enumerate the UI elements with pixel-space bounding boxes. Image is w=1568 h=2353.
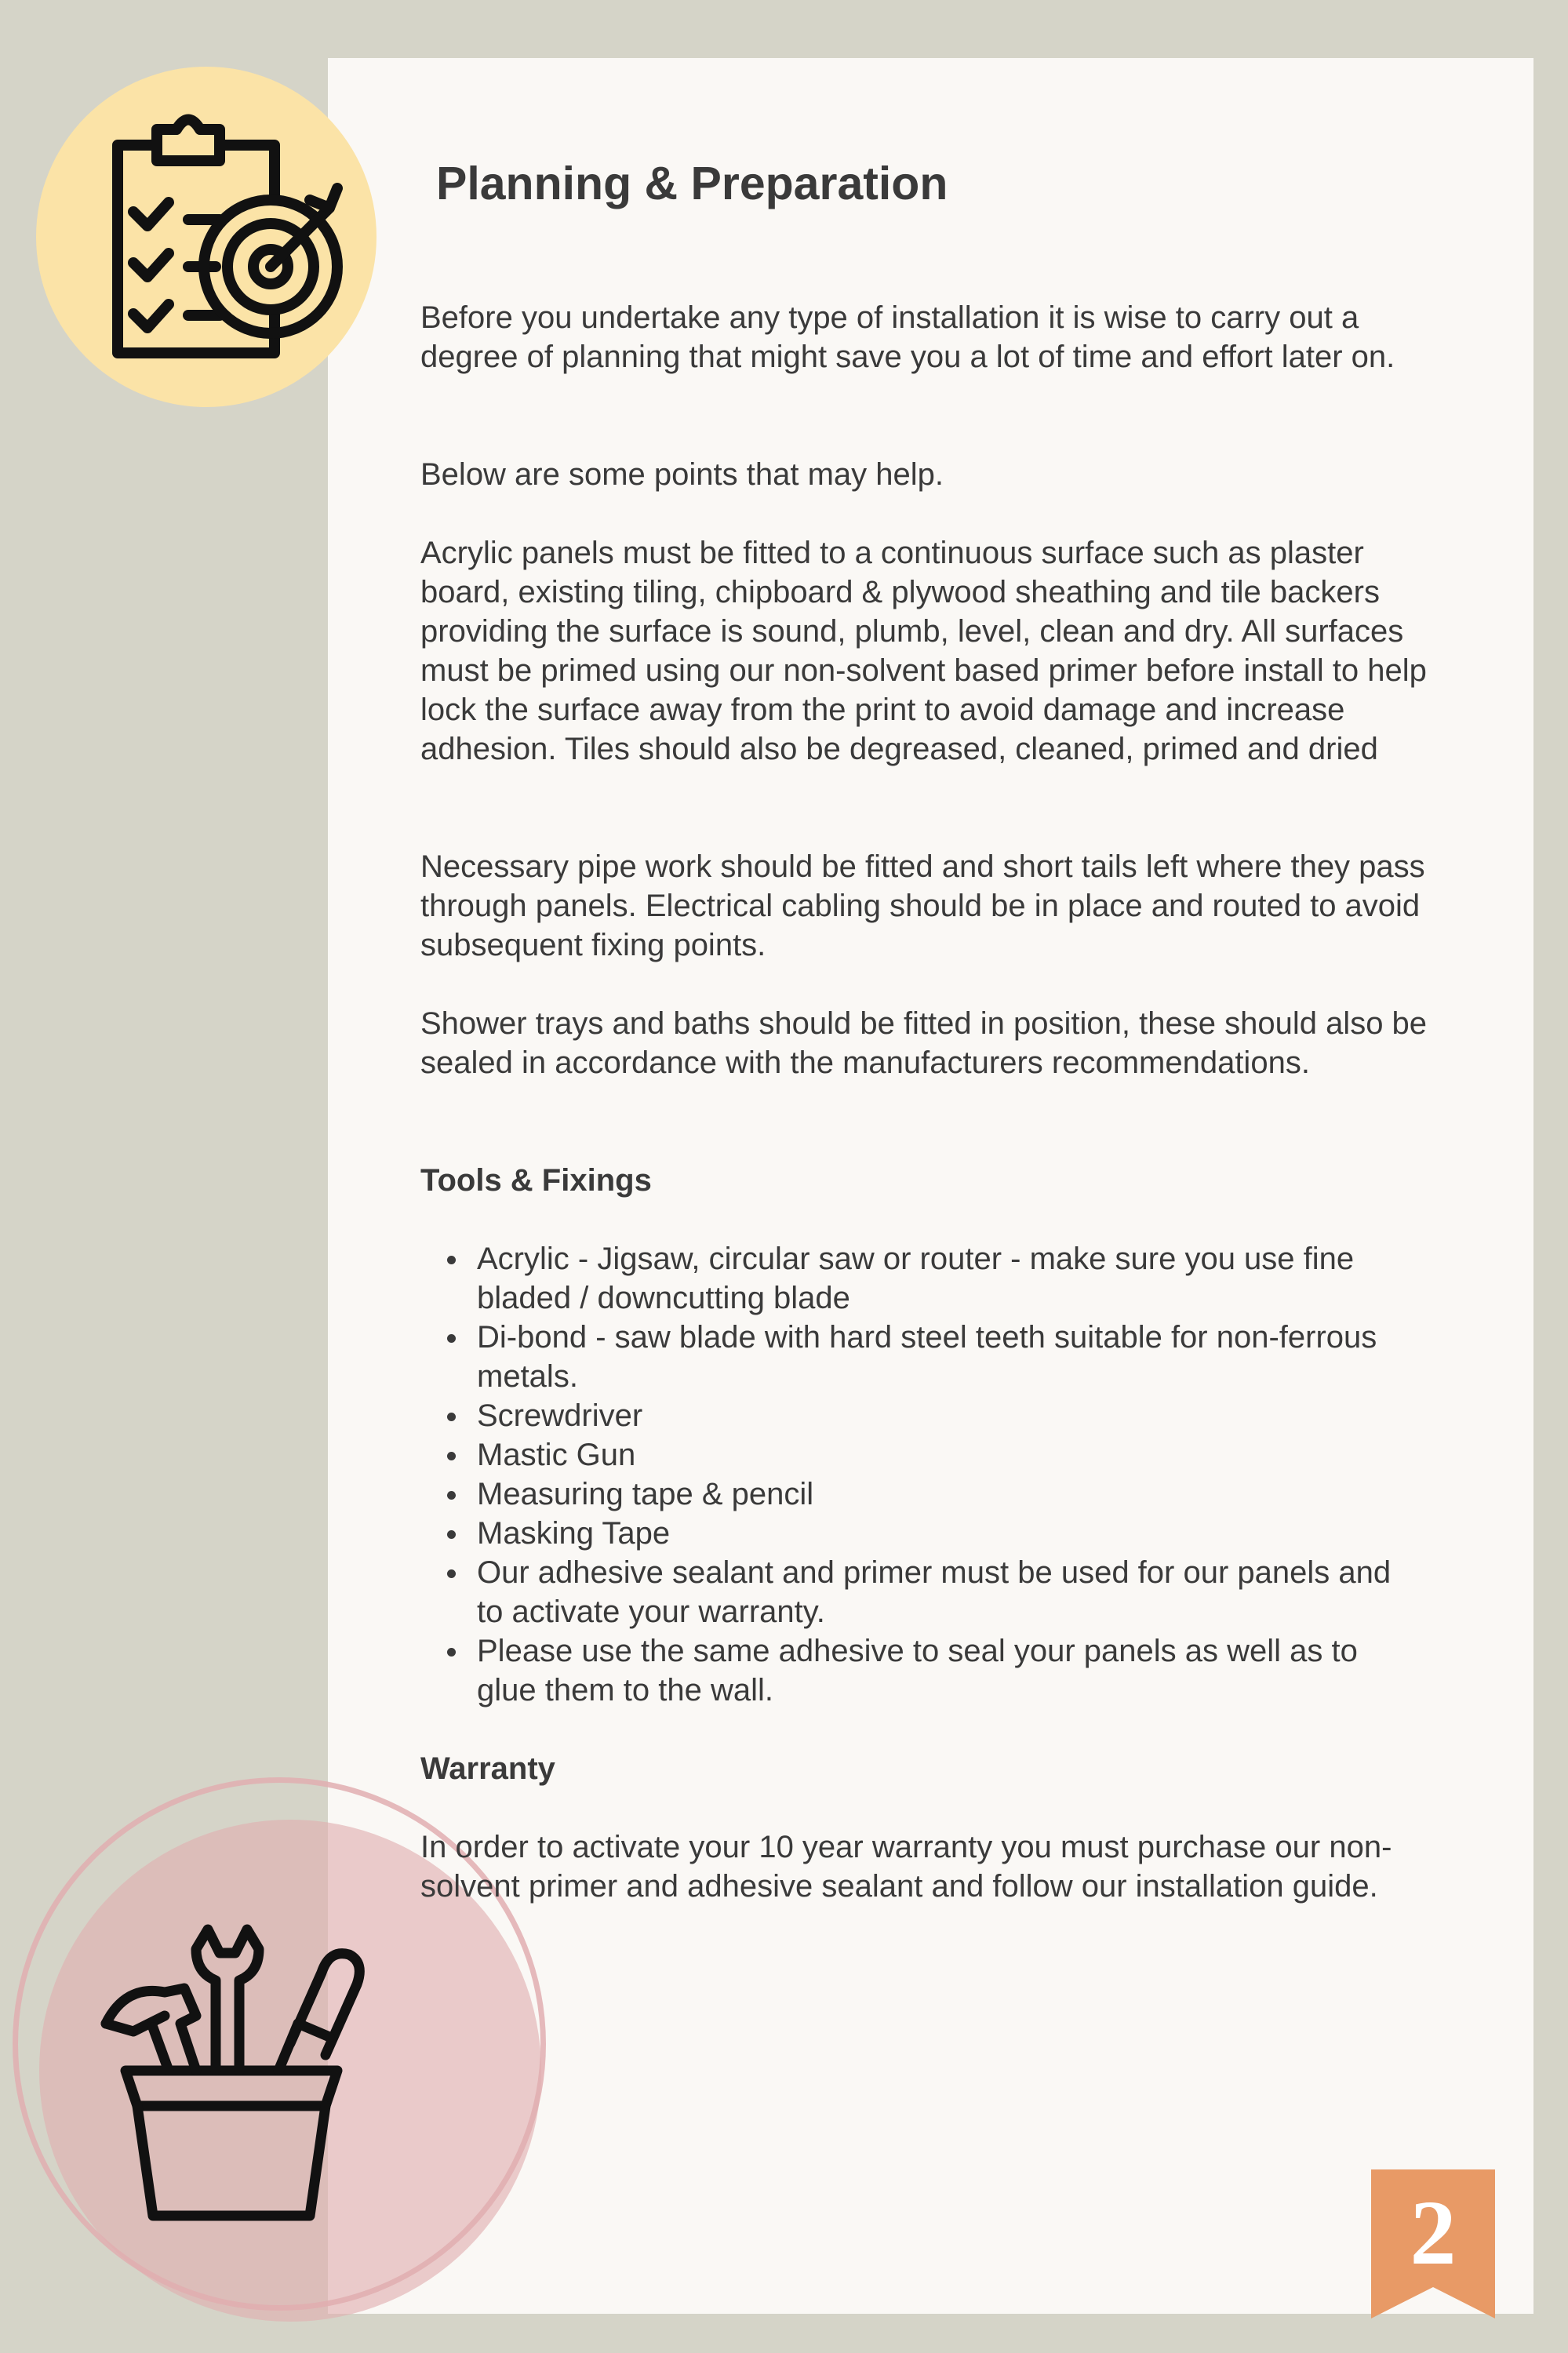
help-paragraph: Below are some points that may help.	[420, 457, 944, 492]
list-item: Di-bond - saw blade with hard steel teeth suitable for non-ferrous metals.	[420, 1318, 1424, 1396]
list-item: Our adhesive sealant and primer must be used for our panels and to activate your warranty.	[420, 1553, 1424, 1631]
list-item: Screwdriver	[420, 1396, 1424, 1435]
intro-paragraph: Before you undertake any type of installation it is wise to carry out a degree of planning that might save you a lot of time and effort later on.	[420, 300, 1395, 374]
list-item: Acrylic - Jigsaw, circular saw or router - make sure you use fine bladed / downcutting blade	[420, 1239, 1424, 1318]
list-item: Masking Tape	[420, 1514, 1424, 1553]
warranty-heading: Warranty	[420, 1751, 555, 1786]
page-title: Planning & Preparation	[436, 158, 948, 209]
pipework-paragraph: Necessary pipe work should be fitted and short tails left where they pass through panels. Electrical cabling should be in place and routed to avoid subsequent fixing points.	[420, 849, 1425, 962]
clipboard-target-icon	[102, 110, 353, 369]
tools-heading: Tools & Fixings	[420, 1163, 652, 1198]
warranty-paragraph: In order to activate your 10 year warranty you must purchase our non-solvent primer and adhesive sealant and follow our installation guide.	[420, 1830, 1392, 1904]
toolbox-icon	[78, 1914, 384, 2228]
list-item: Please use the same adhesive to seal your panels as well as to glue them to the wall.	[420, 1631, 1424, 1710]
page-number-ribbon	[1371, 2169, 1495, 2318]
page-number: 2	[1410, 2181, 1457, 2284]
tools-list	[420, 1239, 1424, 1710]
surface-paragraph: Acrylic panels must be fitted to a continuous surface such as plaster board, existing tiling, chipboard & plywood sheathing and tile backers providing the surface is sound, plumb, level, clean and dry. All surfaces must be primed using our non-solvent based primer before install to help lock the surface away from the print to avoid damage and increase adhesion. Tiles should also be degreased, cleaned, primed and dried	[420, 536, 1427, 766]
shower-paragraph: Shower trays and baths should be fitted in position, these should also be sealed in accordance with the manufacturers recommendations.	[420, 1006, 1428, 1080]
list-item: Mastic Gun	[420, 1435, 1424, 1475]
list-item: Measuring tape & pencil	[420, 1475, 1424, 1514]
